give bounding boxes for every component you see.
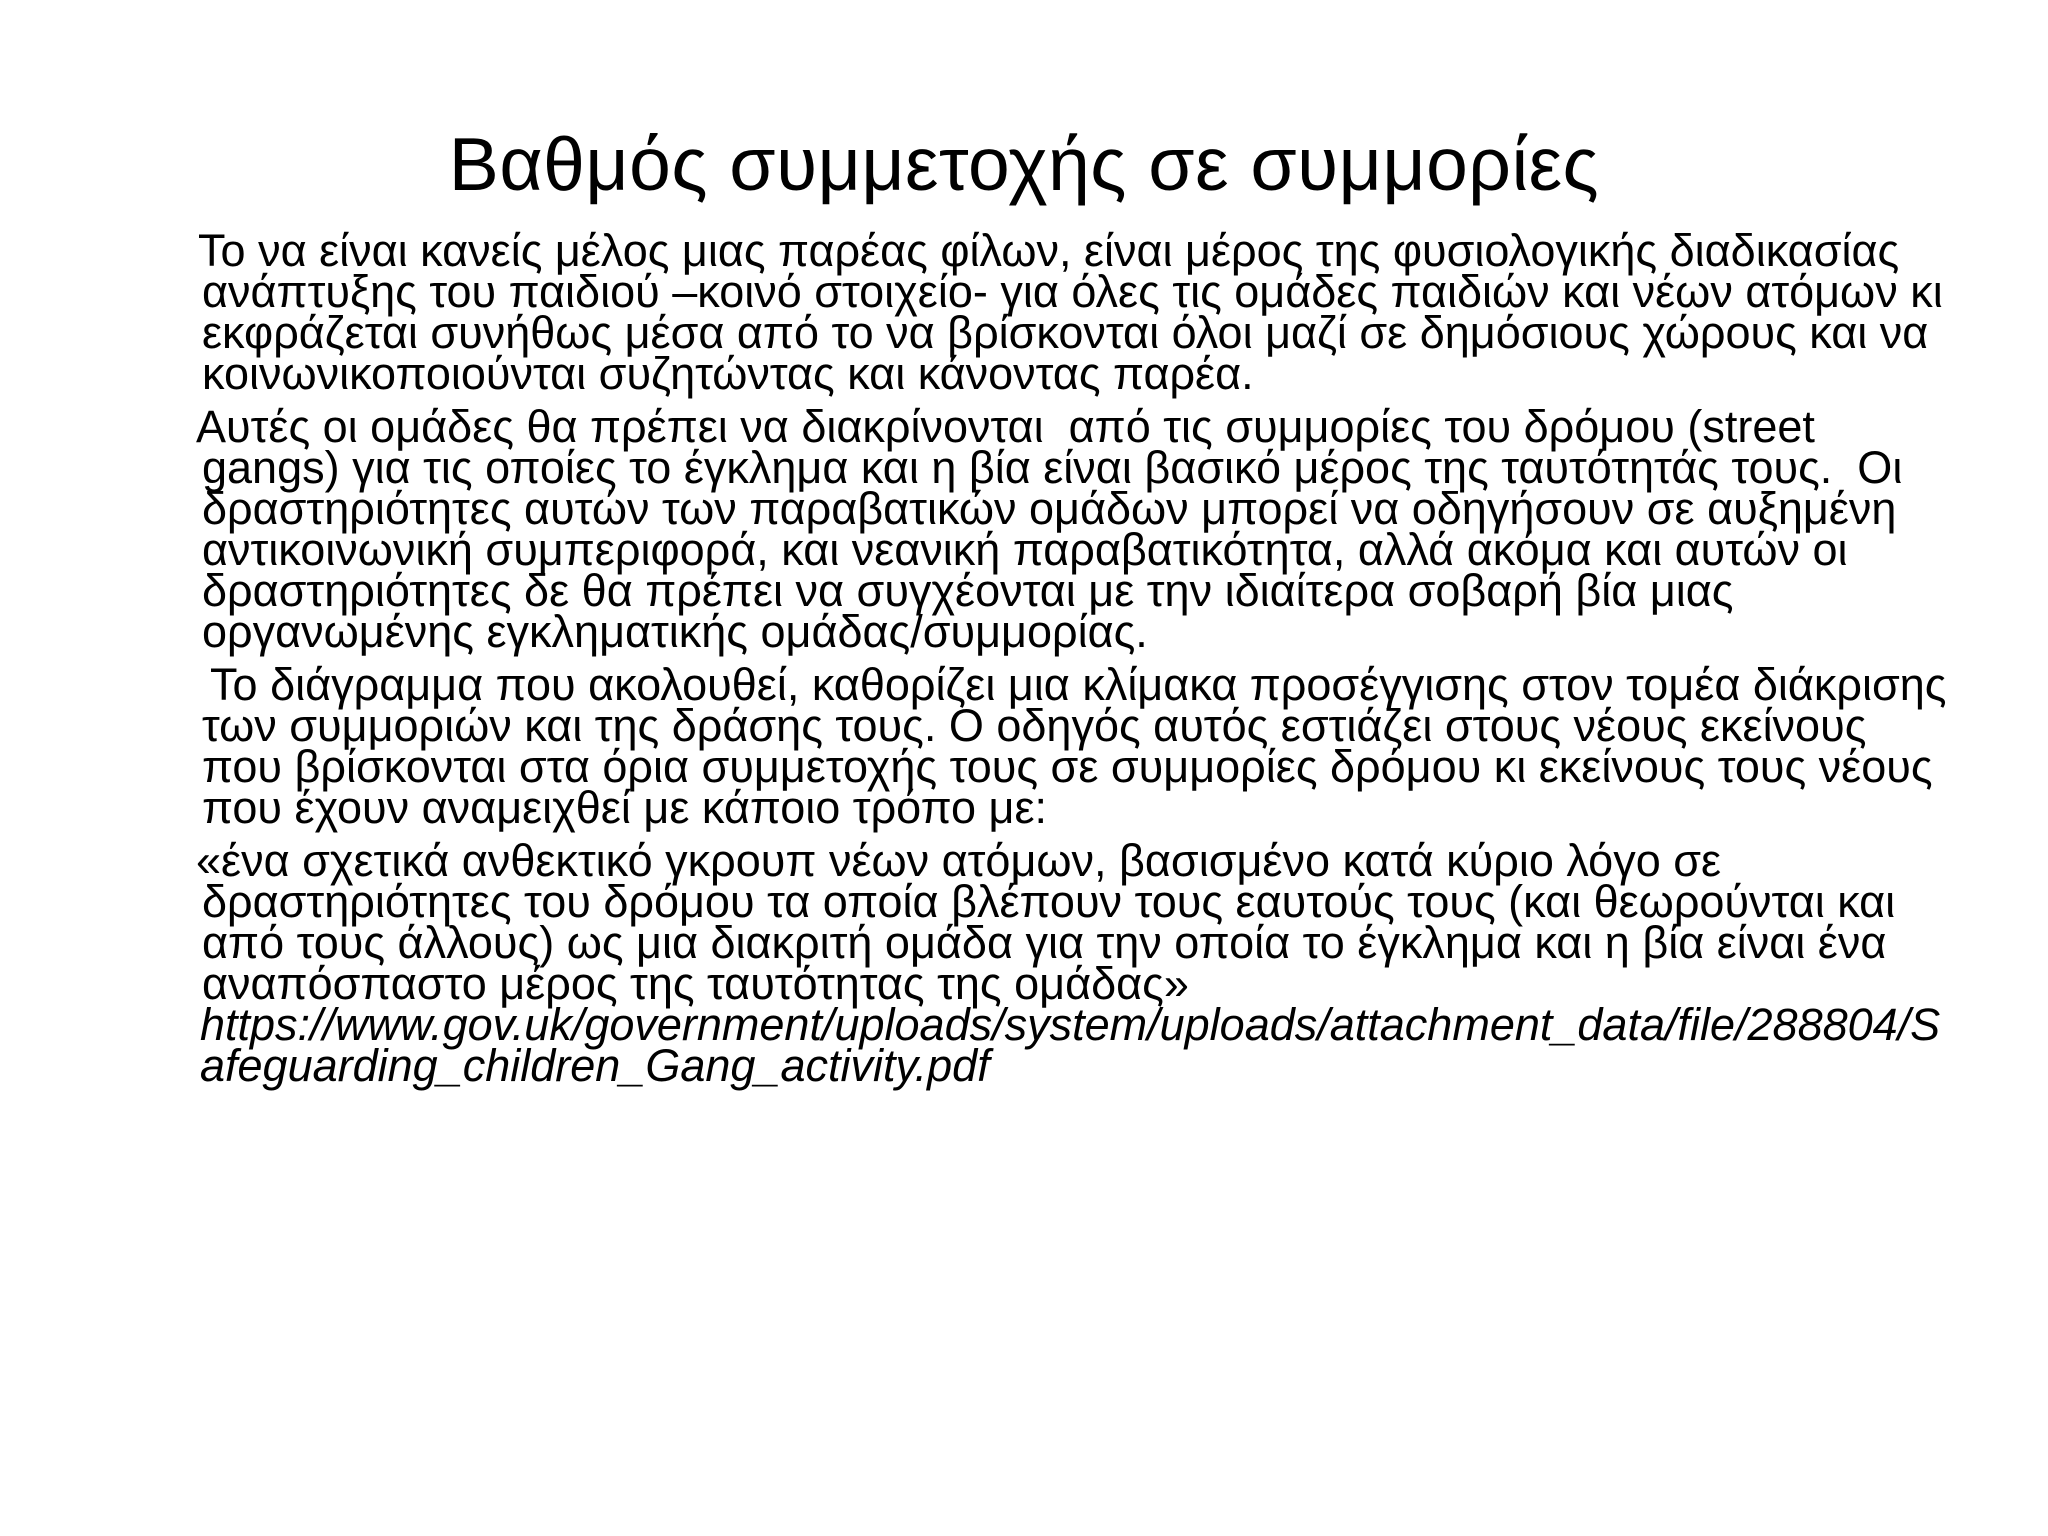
slide-body [196, 225, 1959, 1091]
paragraph-friendship-groups: Το να είναι κανείς μέλος μιας παρέας φίλων, είναι μέρος της φυσιολογικής διαδικασίας ανάπτυξης του παιδιού –κοινό στοιχείο- για όλες τις ομάδες παιδιών και νέων ατόμων κι εκφράζεται συνήθως μέσα από το να βρίσκονται όλοι μαζί σε δημόσιους χώρους και να κοινωνικοποιούνται συζητώντας και κάνοντας παρέα. [198, 225, 1956, 399]
slide-title: Βαθμός συμμετοχής σε συμμορίες [448, 122, 1600, 206]
paragraph-street-gangs: Αυτές οι ομάδες θα πρέπει να διακρίνονται από τις συμμορίες του δρόμου (street gangs) για τις οποίες το έγκλημα και η βία είναι βασικό μέρος της ταυτότητάς τους. Οι δραστηριότητες αυτών των παραβατικών ομάδων μπορεί να οδηγήσουν σε αυξημένη αντικοινωνική συμπεριφορά, και νεανική παραβατικότητα, αλλά ακόμα και αυτών οι δραστηριότητες δε θα πρέπει να συγχέονται με την ιδιαίτερα σοβαρή βία μιας οργανωμένης εγκληματικής ομάδας/συμμορίας. [196, 401, 1915, 657]
paragraph-diagram-scope: Το διάγραμμα που ακολουθεί, καθορίζει μια κλίμακα προσέγγισης στον τομέα διάκρισης των συμμοριών και της δράσης τους. Ο οδηγός αυτός εστιάζει στους νέους εκείνους που βρίσκονται στα όρια συμμετοχής τους σε συμμορίες δρόμου κι εκείνους τους νέους που έχουν αναμειχθεί με κάποιο τρόπο με: [202, 659, 1959, 833]
paragraph-gang-definition: «ένα σχετικά ανθεκτικό γκρουπ νέων ατόμων, βασισμένο κατά κύριο λόγο σε δραστηριότητες του δρόμου τα οποία βλέπουν τους εαυτούς τους (και θεωρούνται και από τους άλλους) ως μια διακριτή ομάδα για την οποία το έγκλημα και η βία είναι ένα αναπόσπαστο μέρος της ταυτότητας της ομάδας» [196, 835, 1908, 1009]
source-url-link[interactable]: https://www.gov.uk/government/uploads/system/uploads/attachment_data/file/288804/Safeguarding_children_Gang_activity.pdf [200, 999, 1941, 1091]
